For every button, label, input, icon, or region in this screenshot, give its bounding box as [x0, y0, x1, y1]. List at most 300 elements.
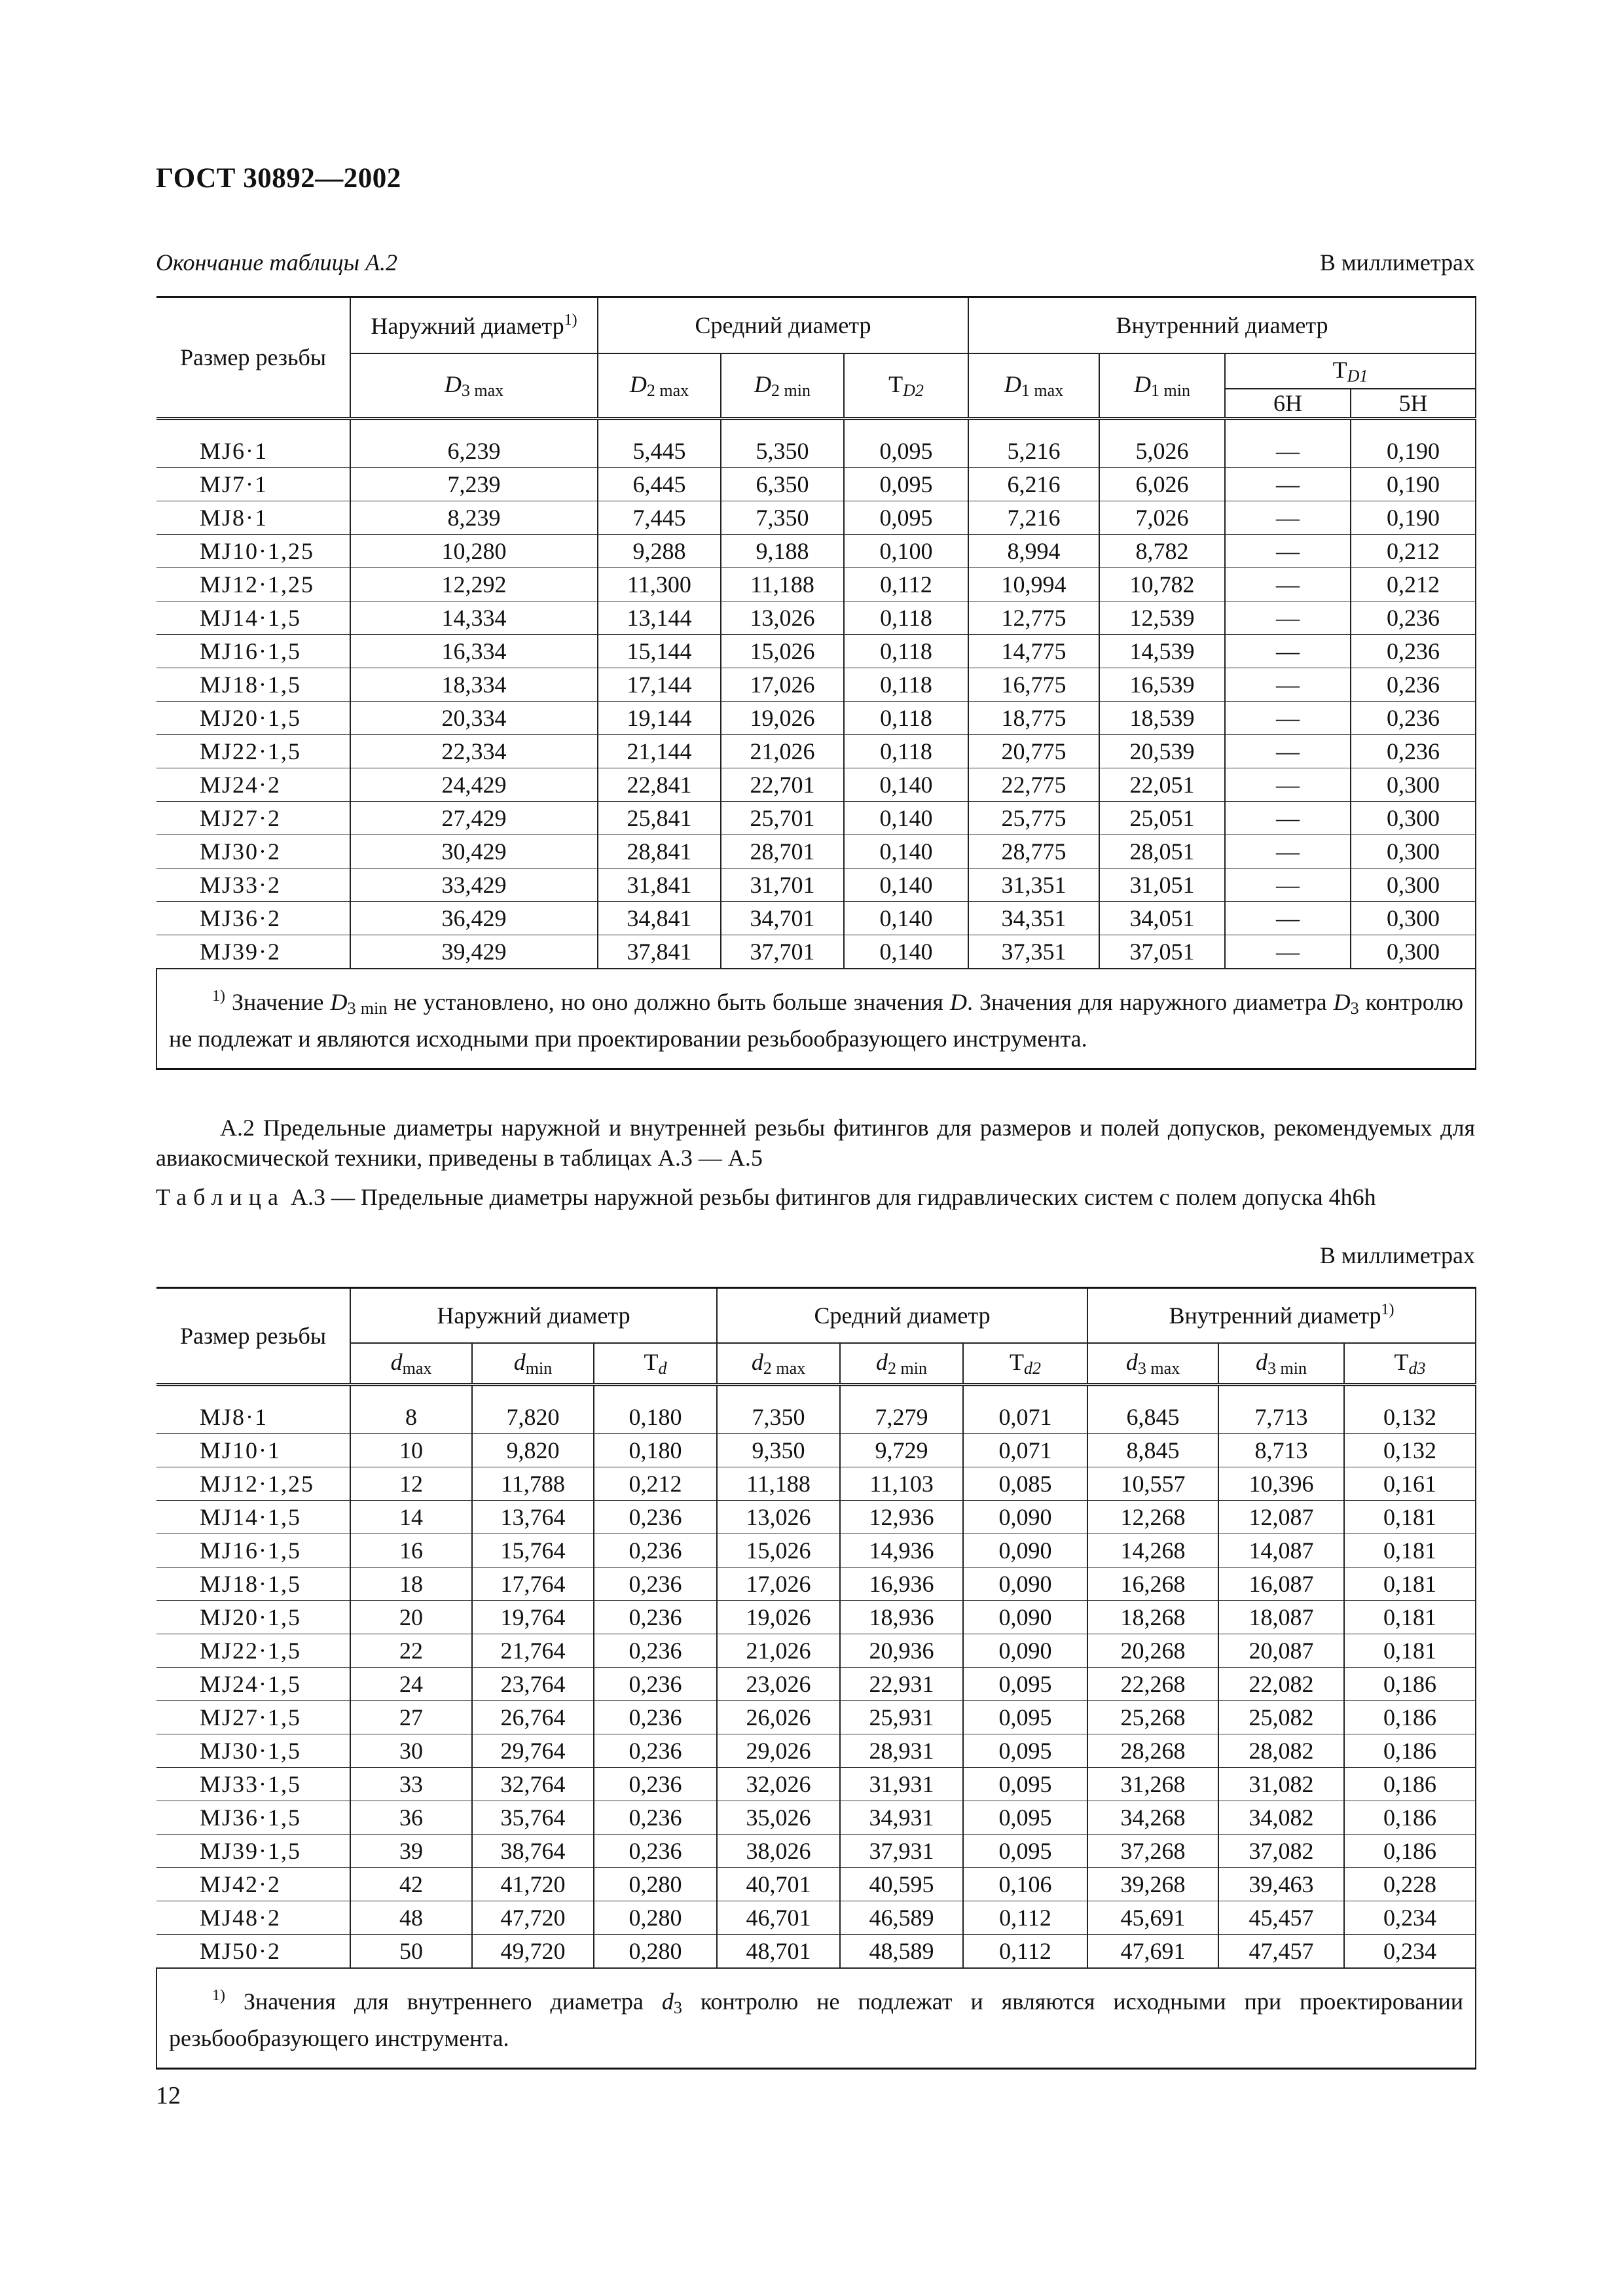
value-cell: 25,051 — [1099, 802, 1225, 835]
value-cell: — — [1225, 535, 1351, 568]
value-cell: 0,236 — [594, 1501, 717, 1534]
value-cell: 0,140 — [844, 935, 968, 969]
value-cell: 0,112 — [963, 1935, 1087, 1969]
value-cell: 37,268 — [1087, 1835, 1218, 1868]
value-cell: 5,350 — [721, 435, 844, 468]
table-row — [156, 635, 1476, 668]
value-cell: 30,429 — [350, 835, 598, 869]
group-outer-diameter: Наружний диаметр$^{1)}$ — [350, 297, 598, 354]
value-cell: 0,181 — [1344, 1601, 1476, 1634]
value-cell: 18,087 — [1218, 1601, 1344, 1634]
thread-size-cell: MJ12·1,25 — [156, 568, 350, 601]
value-cell: 10,280 — [350, 535, 598, 568]
value-cell: 20,087 — [1218, 1634, 1344, 1668]
table-row — [156, 1734, 1476, 1768]
value-cell: 0,140 — [844, 835, 968, 869]
value-cell: 15,026 — [721, 635, 844, 668]
col-D1max: $D_{1 max}$ — [968, 353, 1099, 419]
value-cell: 11,103 — [840, 1467, 963, 1501]
value-cell: 16,334 — [350, 635, 598, 668]
value-cell: 25,931 — [840, 1701, 963, 1734]
value-cell: 16,268 — [1087, 1568, 1218, 1601]
col-dmin: $d_{min}$ — [472, 1343, 594, 1385]
thread-size-cell: MJ24·1,5 — [156, 1668, 350, 1701]
value-cell: 18,539 — [1099, 702, 1225, 735]
value-cell: 34,268 — [1087, 1801, 1218, 1835]
value-cell: 36,429 — [350, 902, 598, 935]
value-cell: 47,457 — [1218, 1935, 1344, 1969]
col-Td: $T_d$ — [594, 1343, 717, 1385]
value-cell: 0,236 — [594, 1634, 717, 1668]
table-row — [156, 1768, 1476, 1801]
thread-size-cell: MJ18·1,5 — [156, 1568, 350, 1601]
value-cell: 0,140 — [844, 902, 968, 935]
value-cell: 0,236 — [594, 1701, 717, 1734]
value-cell: 15,764 — [472, 1534, 594, 1568]
value-cell: 0,181 — [1344, 1568, 1476, 1601]
value-cell: 7,820 — [472, 1401, 594, 1434]
value-cell: 0,090 — [963, 1534, 1087, 1568]
value-cell: 0,236 — [1351, 601, 1476, 635]
value-cell: 30 — [350, 1734, 472, 1768]
value-cell: 39 — [350, 1835, 472, 1868]
table-row — [156, 535, 1476, 568]
value-cell: 12,775 — [968, 601, 1099, 635]
value-cell: 0,186 — [1344, 1668, 1476, 1701]
table-row — [156, 768, 1476, 802]
value-cell: 0,234 — [1344, 1901, 1476, 1935]
value-cell: 25,701 — [721, 802, 844, 835]
value-cell: 0,095 — [963, 1668, 1087, 1701]
value-cell: 0,212 — [594, 1467, 717, 1501]
value-cell: 37,351 — [968, 935, 1099, 969]
value-cell: 46,589 — [840, 1901, 963, 1935]
value-cell: 0,236 — [1351, 635, 1476, 668]
col-Td2: $T_{d2}$ — [963, 1343, 1087, 1385]
value-cell: 0,100 — [844, 535, 968, 568]
value-cell: — — [1225, 501, 1351, 535]
value-cell: — — [1225, 435, 1351, 468]
value-cell: 40,595 — [840, 1868, 963, 1901]
value-cell: 0,132 — [1344, 1434, 1476, 1467]
col-5H: 5H — [1351, 389, 1476, 419]
table-row — [156, 1668, 1476, 1701]
value-cell: 0,181 — [1344, 1634, 1476, 1668]
thread-size-cell: MJ14·1,5 — [156, 1501, 350, 1534]
value-cell: 37,841 — [598, 935, 721, 969]
col-d2min: $d_{2 min}$ — [840, 1343, 963, 1385]
table2-title: Таблица А.3 — Предельные диаметры наружной резьбы фитингов для гидравлических систем с полем допуска 4h6h — [156, 1184, 1376, 1210]
value-cell: 0,071 — [963, 1434, 1087, 1467]
value-cell: 0,095 — [963, 1768, 1087, 1801]
value-cell: 38,026 — [717, 1835, 840, 1868]
value-cell: 7,350 — [717, 1401, 840, 1434]
value-cell: 6,216 — [968, 468, 1099, 501]
value-cell: 22 — [350, 1634, 472, 1668]
table-row — [156, 1868, 1476, 1901]
value-cell: 47,720 — [472, 1901, 594, 1935]
value-cell: 0,300 — [1351, 802, 1476, 835]
value-cell: 0,228 — [1344, 1868, 1476, 1901]
table-row — [156, 1501, 1476, 1534]
value-cell: 10 — [350, 1434, 472, 1467]
value-cell: 33,429 — [350, 869, 598, 902]
value-cell: 31,268 — [1087, 1768, 1218, 1801]
value-cell: 8,713 — [1218, 1434, 1344, 1467]
thread-size-cell: MJ33·1,5 — [156, 1768, 350, 1801]
value-cell: 10,782 — [1099, 568, 1225, 601]
value-cell: 22,082 — [1218, 1668, 1344, 1701]
thread-size-cell: MJ27·1,5 — [156, 1701, 350, 1734]
col-6H: 6H — [1225, 389, 1351, 419]
table-row — [156, 568, 1476, 601]
col-d3min: $d_{3 min}$ — [1218, 1343, 1344, 1385]
value-cell: 37,701 — [721, 935, 844, 969]
value-cell: 40,701 — [717, 1868, 840, 1901]
value-cell: — — [1225, 835, 1351, 869]
value-cell: 5,216 — [968, 435, 1099, 468]
col-dmax: $d_{max}$ — [350, 1343, 472, 1385]
value-cell: 28,841 — [598, 835, 721, 869]
value-cell: 28,775 — [968, 835, 1099, 869]
thread-size-cell: MJ20·1,5 — [156, 702, 350, 735]
value-cell: 11,188 — [721, 568, 844, 601]
value-cell: 27 — [350, 1701, 472, 1734]
value-cell: 0,118 — [844, 601, 968, 635]
value-cell: 0,112 — [844, 568, 968, 601]
value-cell: 0,190 — [1351, 435, 1476, 468]
thread-size-cell: MJ22·1,5 — [156, 1634, 350, 1668]
value-cell: 41,720 — [472, 1868, 594, 1901]
value-cell: 10,557 — [1087, 1467, 1218, 1501]
value-cell: 22,931 — [840, 1668, 963, 1701]
value-cell: 36 — [350, 1801, 472, 1835]
value-cell: 19,026 — [717, 1601, 840, 1634]
table-row — [156, 1434, 1476, 1467]
value-cell: 19,026 — [721, 702, 844, 735]
value-cell: 8,239 — [350, 501, 598, 535]
value-cell: 34,931 — [840, 1801, 963, 1835]
value-cell: 20 — [350, 1601, 472, 1634]
value-cell: 12,539 — [1099, 601, 1225, 635]
value-cell: 22,841 — [598, 768, 721, 802]
value-cell: 8,845 — [1087, 1434, 1218, 1467]
table-row — [156, 935, 1476, 969]
value-cell: 0,095 — [963, 1734, 1087, 1768]
value-cell: 0,300 — [1351, 935, 1476, 969]
value-cell: 28,268 — [1087, 1734, 1218, 1768]
value-cell: 26,026 — [717, 1701, 840, 1734]
value-cell: 13,764 — [472, 1501, 594, 1534]
table-row — [156, 1534, 1476, 1568]
value-cell: 7,216 — [968, 501, 1099, 535]
thread-size-cell: MJ22·1,5 — [156, 735, 350, 768]
value-cell: 45,691 — [1087, 1901, 1218, 1935]
value-cell: 11,788 — [472, 1467, 594, 1501]
page-number: 12 — [156, 2082, 181, 2109]
value-cell: — — [1225, 635, 1351, 668]
table-a2-body — [156, 435, 1476, 969]
table-row — [156, 601, 1476, 635]
value-cell: 17,026 — [717, 1568, 840, 1601]
value-cell: 25,268 — [1087, 1701, 1218, 1734]
value-cell: 0,300 — [1351, 869, 1476, 902]
thread-size-cell: MJ39·1,5 — [156, 1835, 350, 1868]
value-cell: 14,775 — [968, 635, 1099, 668]
value-cell: — — [1225, 702, 1351, 735]
paragraph-a2: А.2 Предельные диаметры наружной и внутренней резьбы фитингов для размеров и полей допусков, рекомендуемых для авиакосмической техники, приведены в таблицах А.3 — А.5 — [156, 1115, 1475, 1171]
value-cell: 31,841 — [598, 869, 721, 902]
table-row — [156, 702, 1476, 735]
table-row — [156, 1935, 1476, 1969]
value-cell: 0,300 — [1351, 768, 1476, 802]
value-cell: — — [1225, 768, 1351, 802]
table-row — [156, 1467, 1476, 1501]
value-cell: 34,841 — [598, 902, 721, 935]
value-cell: 6,026 — [1099, 468, 1225, 501]
value-cell: 13,026 — [721, 601, 844, 635]
value-cell: 22,701 — [721, 768, 844, 802]
col-D2max: $D_{2 max}$ — [598, 353, 721, 419]
value-cell: 5,026 — [1099, 435, 1225, 468]
value-cell: 48 — [350, 1901, 472, 1935]
value-cell: 0,140 — [844, 768, 968, 802]
value-cell: 31,051 — [1099, 869, 1225, 902]
thread-size-cell: MJ42·2 — [156, 1868, 350, 1901]
value-cell: 18 — [350, 1568, 472, 1601]
value-cell: — — [1225, 601, 1351, 635]
value-cell: 0,186 — [1344, 1701, 1476, 1734]
col-thread-size: Размер резьбы — [156, 1288, 350, 1385]
thread-size-cell: MJ8·1 — [156, 1401, 350, 1434]
table-row — [156, 1801, 1476, 1835]
value-cell: 0,118 — [844, 635, 968, 668]
value-cell: 29,764 — [472, 1734, 594, 1768]
value-cell: 0,190 — [1351, 501, 1476, 535]
value-cell: 31,082 — [1218, 1768, 1344, 1801]
value-cell: 5,445 — [598, 435, 721, 468]
value-cell: 17,144 — [598, 668, 721, 702]
value-cell: 25,775 — [968, 802, 1099, 835]
col-Td3: $T_{d3}$ — [1344, 1343, 1476, 1385]
value-cell: 19,144 — [598, 702, 721, 735]
value-cell: 0,190 — [1351, 468, 1476, 501]
table-row — [156, 869, 1476, 902]
value-cell: 15,144 — [598, 635, 721, 668]
value-cell: 0,095 — [963, 1801, 1087, 1835]
value-cell: 18,334 — [350, 668, 598, 702]
value-cell: 20,775 — [968, 735, 1099, 768]
thread-size-cell: MJ36·2 — [156, 902, 350, 935]
value-cell: 17,026 — [721, 668, 844, 702]
value-cell: — — [1225, 802, 1351, 835]
value-cell: — — [1225, 735, 1351, 768]
value-cell: 0,236 — [594, 1534, 717, 1568]
thread-size-cell: MJ50·2 — [156, 1935, 350, 1969]
value-cell: 18,775 — [968, 702, 1099, 735]
value-cell: — — [1225, 668, 1351, 702]
value-cell: 11,300 — [598, 568, 721, 601]
table-row — [156, 835, 1476, 869]
value-cell: 34,082 — [1218, 1801, 1344, 1835]
table-row — [156, 902, 1476, 935]
table-row — [156, 1835, 1476, 1868]
value-cell: 14,268 — [1087, 1534, 1218, 1568]
value-cell: — — [1225, 935, 1351, 969]
value-cell: 22,268 — [1087, 1668, 1218, 1701]
thread-size-cell: MJ6·1 — [156, 435, 350, 468]
value-cell: 35,764 — [472, 1801, 594, 1835]
value-cell: 48,701 — [717, 1935, 840, 1969]
value-cell: 0,280 — [594, 1935, 717, 1969]
value-cell: 23,764 — [472, 1668, 594, 1701]
value-cell: 0,186 — [1344, 1768, 1476, 1801]
value-cell: 0,181 — [1344, 1534, 1476, 1568]
value-cell: 25,082 — [1218, 1701, 1344, 1734]
thread-size-cell: MJ24·2 — [156, 768, 350, 802]
value-cell: 38,764 — [472, 1835, 594, 1868]
value-cell: 35,026 — [717, 1801, 840, 1835]
value-cell: 0,090 — [963, 1568, 1087, 1601]
thread-size-cell: MJ10·1,25 — [156, 535, 350, 568]
value-cell: 22,051 — [1099, 768, 1225, 802]
table-a3-body — [156, 1401, 1476, 1968]
value-cell: 28,082 — [1218, 1734, 1344, 1768]
value-cell: 0,236 — [594, 1801, 717, 1835]
col-D2min: $D_{2 min}$ — [721, 353, 844, 419]
value-cell: 14,936 — [840, 1534, 963, 1568]
value-cell: 0,071 — [963, 1401, 1087, 1434]
value-cell: 0,236 — [594, 1668, 717, 1701]
value-cell: 24,429 — [350, 768, 598, 802]
value-cell: 23,026 — [717, 1668, 840, 1701]
thread-size-cell: MJ16·1,5 — [156, 635, 350, 668]
thread-size-cell: MJ30·2 — [156, 835, 350, 869]
value-cell: 12,087 — [1218, 1501, 1344, 1534]
value-cell: 21,764 — [472, 1634, 594, 1668]
table-row — [156, 1901, 1476, 1935]
value-cell: 11,188 — [717, 1467, 840, 1501]
thread-size-cell: MJ14·1,5 — [156, 601, 350, 635]
value-cell: 6,239 — [350, 435, 598, 468]
value-cell: 28,701 — [721, 835, 844, 869]
value-cell: 15,026 — [717, 1534, 840, 1568]
group-outer-diameter: Наружний диаметр — [350, 1288, 717, 1343]
table-row — [156, 1701, 1476, 1734]
value-cell: 14,334 — [350, 601, 598, 635]
value-cell: 39,429 — [350, 935, 598, 969]
group-middle-diameter: Средний диаметр — [598, 297, 968, 354]
value-cell: 0,236 — [1351, 702, 1476, 735]
value-cell: 8,994 — [968, 535, 1099, 568]
value-cell: 0,180 — [594, 1434, 717, 1467]
thread-size-cell: MJ36·1,5 — [156, 1801, 350, 1835]
value-cell: 31,701 — [721, 869, 844, 902]
value-cell: 0,212 — [1351, 535, 1476, 568]
value-cell: 0,095 — [844, 501, 968, 535]
value-cell: 6,445 — [598, 468, 721, 501]
thread-size-cell: MJ48·2 — [156, 1901, 350, 1935]
value-cell: 0,095 — [844, 468, 968, 501]
table1-caption: Окончание таблицы А.2 — [156, 249, 398, 276]
thread-size-cell: MJ18·1,5 — [156, 668, 350, 702]
value-cell: 31,931 — [840, 1768, 963, 1801]
value-cell: 0,118 — [844, 668, 968, 702]
col-thread-size: Размер резьбы — [156, 297, 350, 419]
value-cell: 17,764 — [472, 1568, 594, 1601]
value-cell: 20,539 — [1099, 735, 1225, 768]
value-cell: 18,268 — [1087, 1601, 1218, 1634]
value-cell: 37,931 — [840, 1835, 963, 1868]
table1-units: В миллиметрах — [1319, 249, 1475, 276]
value-cell: — — [1225, 902, 1351, 935]
value-cell: 7,445 — [598, 501, 721, 535]
value-cell: 14,087 — [1218, 1534, 1344, 1568]
col-D3max: $D_{3 max}$ — [350, 353, 598, 419]
table-row — [156, 735, 1476, 768]
value-cell: 12,936 — [840, 1501, 963, 1534]
value-cell: 0,095 — [963, 1835, 1087, 1868]
value-cell: 39,268 — [1087, 1868, 1218, 1901]
value-cell: 34,701 — [721, 902, 844, 935]
value-cell: 9,288 — [598, 535, 721, 568]
table-row — [156, 468, 1476, 501]
value-cell: 20,268 — [1087, 1634, 1218, 1668]
value-cell: 31,351 — [968, 869, 1099, 902]
value-cell: 0,234 — [1344, 1935, 1476, 1969]
value-cell: 0,161 — [1344, 1467, 1476, 1501]
value-cell: 46,701 — [717, 1901, 840, 1935]
value-cell: 47,691 — [1087, 1935, 1218, 1969]
value-cell: 32,026 — [717, 1768, 840, 1801]
value-cell: 0,236 — [1351, 668, 1476, 702]
value-cell: 9,188 — [721, 535, 844, 568]
value-cell: 6,350 — [721, 468, 844, 501]
value-cell: 0,300 — [1351, 902, 1476, 935]
value-cell: 0,090 — [963, 1634, 1087, 1668]
value-cell: 0,112 — [963, 1901, 1087, 1935]
value-cell: 0,186 — [1344, 1835, 1476, 1868]
value-cell: 7,713 — [1218, 1401, 1344, 1434]
table-row — [156, 668, 1476, 702]
value-cell: 16,539 — [1099, 668, 1225, 702]
value-cell: — — [1225, 869, 1351, 902]
col-d3max: $d_{3 max}$ — [1087, 1343, 1218, 1385]
thread-size-cell: MJ7·1 — [156, 468, 350, 501]
value-cell: 49,720 — [472, 1935, 594, 1969]
value-cell: 24 — [350, 1668, 472, 1701]
value-cell: 0,300 — [1351, 835, 1476, 869]
value-cell: 21,026 — [717, 1634, 840, 1668]
thread-size-cell: MJ12·1,25 — [156, 1467, 350, 1501]
col-d2max: $d_{2 max}$ — [717, 1343, 840, 1385]
table-row — [156, 1568, 1476, 1601]
value-cell: 50 — [350, 1935, 472, 1969]
value-cell: 20,936 — [840, 1634, 963, 1668]
table-row — [156, 1401, 1476, 1434]
value-cell: — — [1225, 468, 1351, 501]
value-cell: 34,351 — [968, 902, 1099, 935]
value-cell: 7,279 — [840, 1401, 963, 1434]
col-D1min: $D_{1 min}$ — [1099, 353, 1225, 419]
value-cell: 7,026 — [1099, 501, 1225, 535]
col-TD2: $T_{D2}$ — [844, 353, 968, 419]
value-cell: 16 — [350, 1534, 472, 1568]
value-cell: 20,334 — [350, 702, 598, 735]
table2-units: В миллиметрах — [1319, 1242, 1475, 1268]
table-a2-footnote: $^{1)}$ Значение $D_{3 min}$ не установлено, но оно должно быть больше значения D. Значения для наружного диаметра $D_3$ контролю не подлежат и являются исходными при проектировании резьбообразующего инструмента. — [156, 969, 1476, 1069]
value-cell: 9,729 — [840, 1434, 963, 1467]
